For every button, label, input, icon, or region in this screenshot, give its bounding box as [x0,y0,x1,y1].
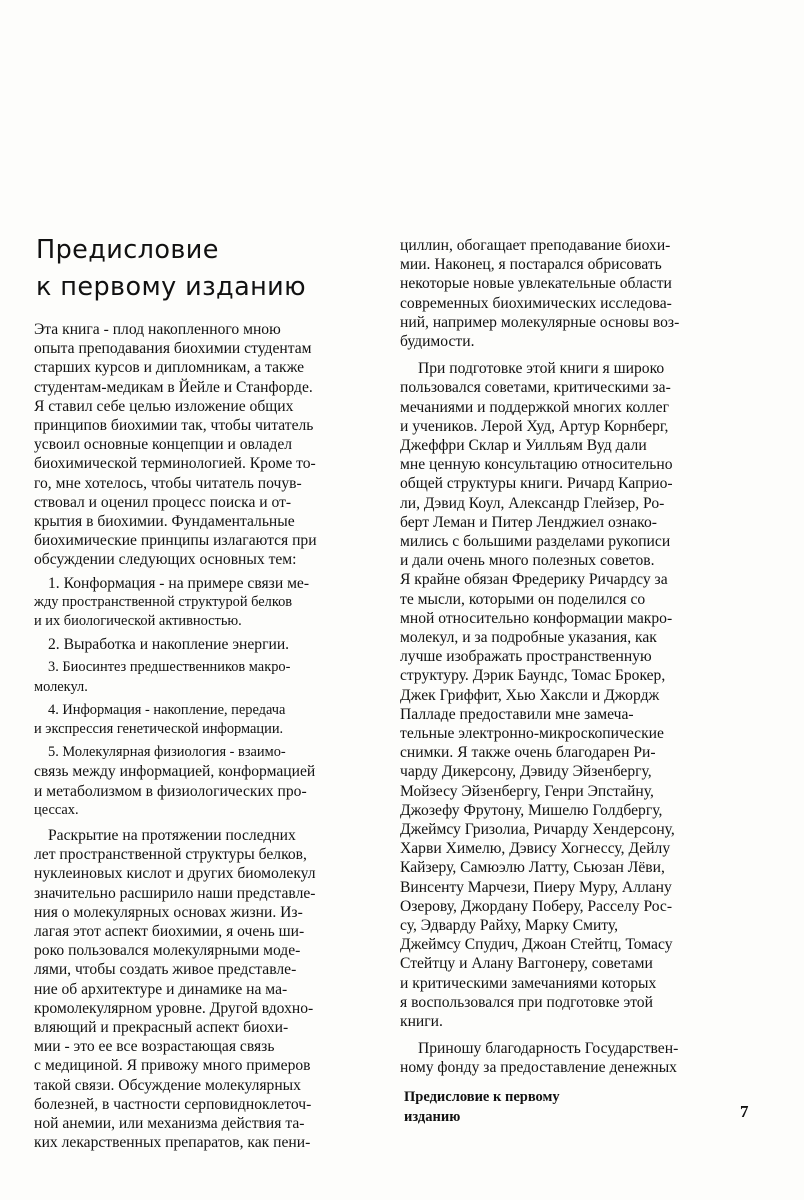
right-column-line: и учеников. Лерой Худ, Артур Корнберг, [400,417,669,435]
right-column-line: мне ценную консультацию относительно [400,456,673,474]
left-column-line: Раскрытие на протяжении последних [48,827,296,844]
right-column-line: Джеймсу Спудич, Джоан Стейтц, Томасу [400,936,673,954]
right-column-line: структуру. Дэрик Баундс, Томас Брокер, [400,667,666,685]
right-column-line: берт Леман и Питер Ленджиел ознако- [400,513,657,531]
left-column-line: цессах. [34,801,79,818]
left-column-line: опыта преподавания биохимии студентам [34,340,312,358]
left-column-line: ния о молекулярных основах жизни. Из- [34,903,303,921]
left-column-line: 5. Молекулярная физиология - взаимо- [48,744,286,761]
right-column-line: Мойзесу Эйзенбергу, Генри Эпстайну, [400,782,654,800]
right-column-line: Джеффри Склар и Уилльям Вуд дали [400,437,647,454]
left-column-line: 3. Биосинтез предшественников макро- [48,659,291,676]
right-column-line: Джеймсу Гризолиа, Ричарду Хендерсону, [400,821,675,838]
right-column-line: ний, например молекулярные основы воз- [400,313,680,331]
right-column-line: циллин, обогащает преподавание биохи- [400,237,671,254]
left-column-line: ких лекарственных препаратов, как пени- [34,1134,311,1152]
right-column-line: Джек Гриффит, Хью Хаксли и Джордж [400,686,660,704]
right-column-line: современных биохимических исследова- [400,294,672,312]
right-column-line: снимки. Я также очень благодарен Ри- [400,744,656,762]
right-column-line: некоторые новые увлекательные области [400,275,672,293]
left-column-line: болезней, в частности серповидноклеточ- [34,1095,312,1113]
right-column-line: Харви Химелю, Дэвису Хогнессу, Дейлу [400,840,671,858]
left-column-line: 2. Выработка и накопление энергии. [48,636,290,654]
left-column-line: обсуждении следующих основных тем: [34,551,297,569]
left-column-line: 4. Информация - накопление, передача [48,701,286,718]
right-column-line: су, Эдварду Райху, Марку Смиту, [400,917,619,934]
page-number: 7 [740,1102,749,1121]
left-column-line: лет пространственной структуры белков, [34,846,307,864]
left-column-line: 1. Конформация - на примере связи ме- [48,574,310,592]
left-column-line: старших курсов и дипломникам, а также [34,359,305,377]
right-column-line: и дали очень много полезных советов. [400,552,655,570]
right-column-line: мились с большими разделами рукописи [400,533,671,550]
left-column-line: студентам-медикам в Йейле и Станфорде. [34,378,313,396]
left-column-line: го, мне хотелось, чтобы читатель почув- [34,474,302,492]
page-title-line-1: Предисловие [36,235,219,265]
left-column-line: усвоил основные концепции и овладел [34,436,293,454]
left-column-line: биохимической терминологией. Кроме то- [34,455,316,473]
right-column-line: ли, Дэвид Коул, Александр Глейзер, Ро- [400,494,665,512]
left-column-line: принципов биохимии так, чтобы читатель [34,417,314,434]
right-column-line: пользовался советами, критическими за- [400,379,671,397]
right-column-line: и критическими замечаниями которых [400,974,657,992]
left-column-line: ние об архитектуре и динамике на ма- [34,980,288,998]
left-column-line: связь между информацией, конформацией [34,763,316,781]
right-column-line: Джозефу Фрутону, Мишелю Голдбергу, [400,801,663,819]
page-title [36,232,376,306]
left-column-line: вляющий и прекрасный аспект биохи- [34,1019,289,1036]
left-column-line: биохимические принципы излагаются при [34,532,317,550]
right-column-line: будимости. [400,333,475,350]
left-column-line: лями, чтобы создать живое представле- [34,961,297,979]
left-column-line: молекул. [34,678,88,695]
running-title-line-1: Предисловие к первому [404,1089,560,1105]
left-column-line: и их биологической активностью. [34,613,242,629]
left-column-line: значительно расширило наши представле- [34,884,316,902]
left-column-line: роко пользовался молекулярными моде- [34,942,301,960]
running-title [404,1087,560,1127]
right-column-line: тельные электронно-микроскопические [400,725,664,742]
right-column-line: общей структуры книги. Ричард Каприо- [400,475,673,493]
right-column-line: те мысли, которыми он поделился со [400,590,646,608]
right-column-line: чарду Дикерсону, Дэвиду Эйзенбергу, [400,763,652,781]
left-column-line: и экспрессия генетической информации. [34,721,284,737]
right-column-line: лучше изображать пространственную [400,648,652,666]
right-column-line: мии. Наконец, я постарался обрисовать [400,256,662,274]
right-column-line: мечаниями и поддержкой многих коллег [400,398,669,416]
left-column-line: ной анемии, или механизма действия та- [34,1115,305,1132]
right-column-line: мной относительно конформации макро- [400,609,673,627]
right-column-line: При подготовке этой книги я широко [418,360,665,378]
right-column-line: я воспользовался при подготовке этой [400,993,653,1011]
left-column-line: мии - это ее все возрастающая связь [34,1038,275,1056]
right-column-line: Палладе предоставили мне замеча- [400,705,634,723]
left-column-line: лагая этот аспект биохимии, я очень ши- [34,923,305,940]
right-column-line: Кайзеру, Самюэлю Латту, Сьюзан Лёви, [400,859,665,877]
right-column-line: Я крайне обязан Фредерику Ричардсу за [400,571,668,589]
left-column-line: жду пространственной структурой белков [34,593,293,610]
right-column-line: молекул, и за подробные указания, как [400,629,657,646]
left-column-line: с медициной. Я привожу много примеров [34,1057,311,1075]
left-column-line: Эта книга - плод накопленного мною [34,321,281,338]
left-column-line: и метаболизмом в физиологических про- [34,782,307,800]
left-column-line: крытия в биохимии. Фундаментальные [34,513,295,530]
page-title-line-2: к первому изданию [36,272,307,302]
right-column-line: Приношу благодарность Государствен- [418,1040,679,1058]
right-column-line: Озерову, Джордану Поберу, Расселу Рос- [400,897,673,915]
right-column-line: книги. [400,1013,443,1030]
right-column-line: Стейтцу и Алану Ваггонеру, советами [400,955,653,973]
right-column-line: Винсенту Марчези, Пиеру Муру, Аллану [400,878,672,896]
running-title-line-2: изданию [404,1109,461,1125]
left-column-line: ствовал и оценил процесс поиска и от- [34,493,292,511]
left-column-line: такой связи. Обсуждение молекулярных [34,1076,301,1094]
left-column-line: Я ставил себе целью изложение общих [34,397,294,415]
left-column-line: кромолекулярном уровне. Другой вдохно- [34,999,314,1017]
left-column-line: нуклеиновых кислот и других биомолекул [34,865,316,883]
right-column-line: ному фонду за предоставление денежных [400,1059,677,1077]
